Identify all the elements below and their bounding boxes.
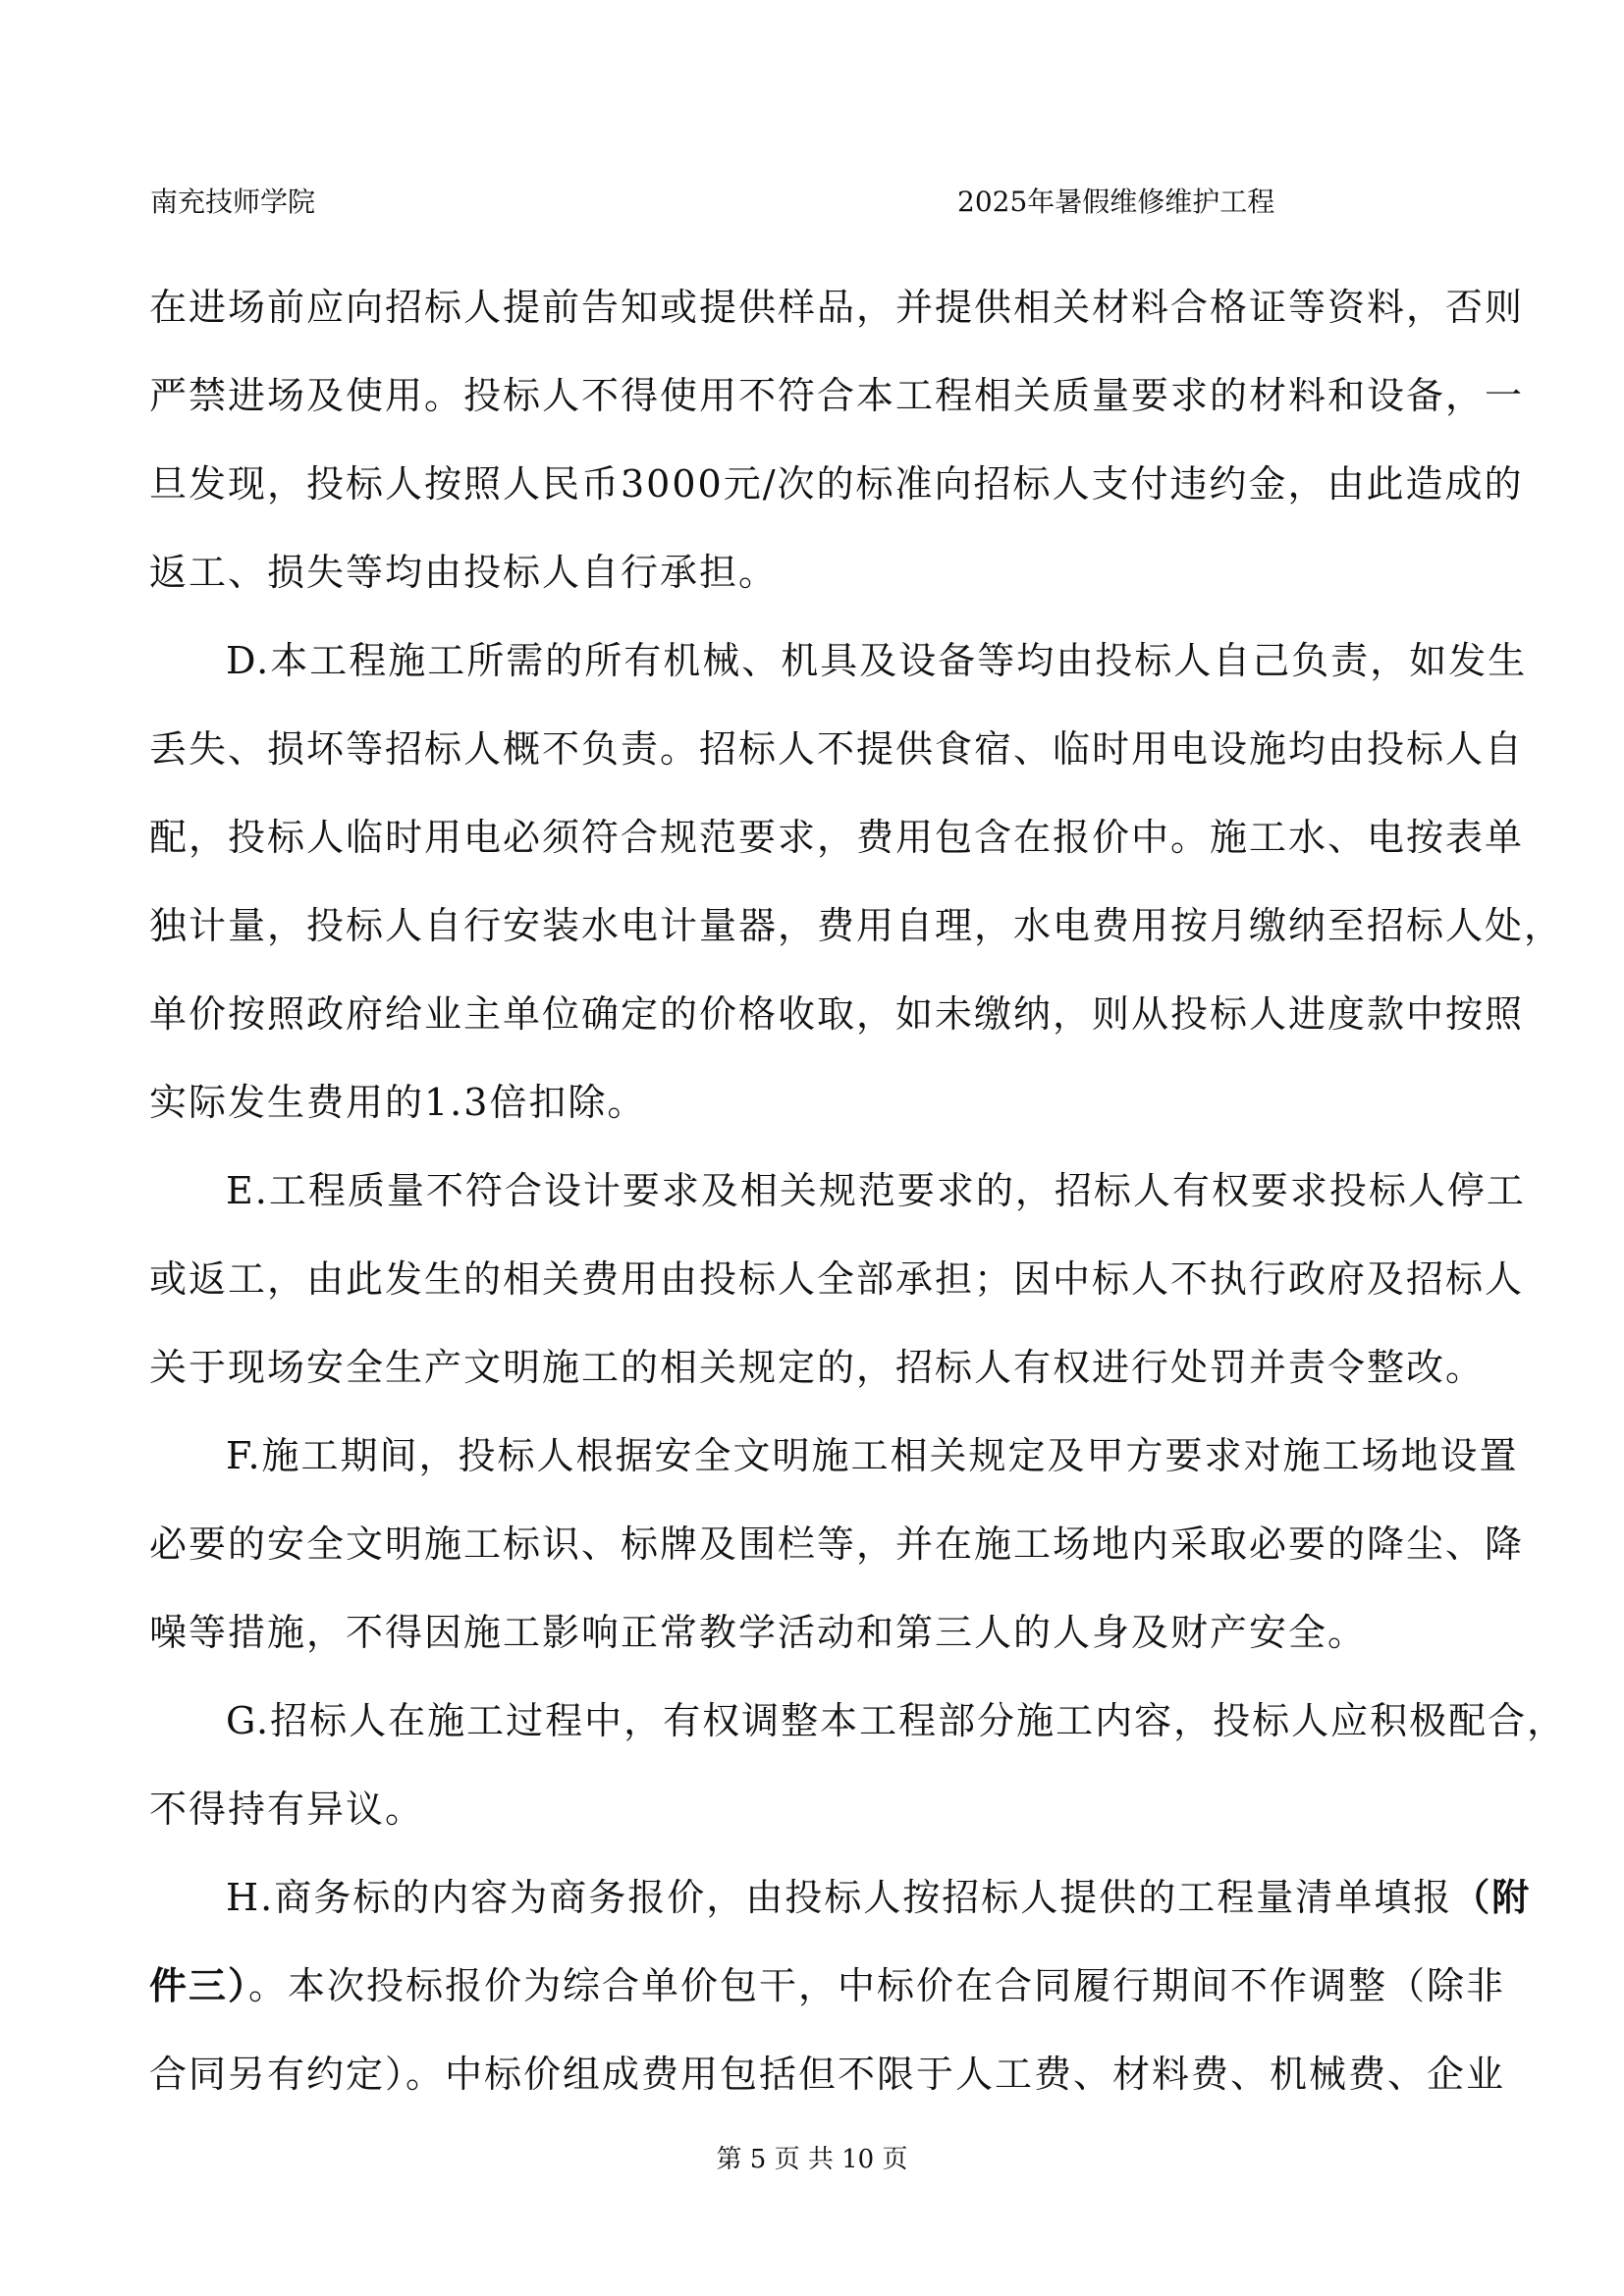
body-line [149,351,1525,440]
body-line [149,1323,1485,1412]
line-text: 关于现场安全生产文明施工的相关规定的，招标人有权进行处罚并责令整改。 [149,1346,1486,1389]
line-text: 合同另有约定）。中标价组成费用包括但不限于人工费、材料费、机械费、企业 [149,2053,1506,2096]
body-line [149,1765,1485,1853]
line-text: 在进场前应向招标人提前告知或提供样品，并提供相关材料合格证等资料，否则 [149,286,1525,329]
paragraph-f-start [149,1412,1519,1500]
line-text: 必要的安全文明施工标识、标牌及围栏等，并在施工场地内采取必要的降尘、降 [149,1522,1525,1566]
line-text: D.本工程施工所需的所有机械、机具及设备等均由投标人自己负责，如发生 [226,639,1528,682]
header-school-name: 南充技师学院 [150,186,316,218]
line-text: F.施工期间，投标人根据安全文明施工相关规定及甲方要求对施工场地设置 [226,1434,1519,1477]
body-line [149,881,1564,970]
line-text: 不得持有异议。 [149,1788,425,1831]
footer-prefix: 第 [716,2145,742,2174]
line-text: G.招标人在施工过程中，有权调整本工程部分施工内容，投标人应积极配合， [226,1699,1567,1742]
line-text: 严禁进场及使用。投标人不得使用不符合本工程相关质量要求的材料和设备，一 [149,374,1525,417]
body-line [149,2030,1506,2118]
body-line [149,1588,1485,1677]
header-project-title: 2025年暑假维修维护工程 [957,186,1275,218]
line-text: 独计量，投标人自行安装水电计量器，费用自理，水电费用按月缴纳至招标人处， [149,904,1564,947]
paragraph-h-start [149,1853,1532,1942]
body-line [149,1058,1485,1147]
paragraph-g-start [149,1677,1567,1765]
body-line [149,263,1525,351]
page-footer [0,2140,1624,2179]
line-text: H.商务标的内容为商务报价，由投标人按招标人提供的工程量清单填报 [226,1876,1453,1919]
body-line [149,1500,1525,1588]
page-number: 5 [749,2145,767,2174]
body-line [149,970,1525,1058]
line-text: 丢失、损坏等招标人概不负责。招标人不提供食宿、临时用电设施均由投标人自 [149,727,1525,771]
paragraph-e-start [149,1147,1526,1235]
body-line [149,1235,1525,1323]
line-text: 单价按照政府给业主单位确定的价格收取，如未缴纳，则从投标人进度款中按照 [149,992,1525,1036]
body-line [149,1942,1506,2030]
line-text: 返工、损失等均由投标人自行承担。 [149,551,779,594]
line-text: 噪等措施，不得因施工影响正常教学活动和第三人的人身及财产安全。 [149,1611,1368,1654]
body-line [149,440,1524,528]
line-text: 配，投标人临时用电必须符合规范要求，费用包含在报价中。施工水、电按表单 [149,816,1525,859]
footer-suffix: 页 [882,2145,908,2174]
bold-text: 件三） [149,1963,249,2007]
line-text: 旦发现，投标人按照人民币3000元/次的标准向招标人支付违约金，由此造成的 [149,462,1524,506]
body-line [149,705,1525,793]
line-text: E.工程质量不符合设计要求及相关规范要求的，招标人有权要求投标人停工 [226,1169,1526,1212]
footer-middle: 页 共 [774,2145,834,2174]
line-text: 或返工，由此发生的相关费用由投标人全部承担；因中标人不执行政府及招标人 [149,1257,1525,1301]
body-line [149,793,1525,881]
line-text: 实际发生费用的1.3倍扣除。 [149,1081,647,1124]
paragraph-d-start [149,616,1528,705]
bold-text: （附 [1452,1875,1532,1919]
total-pages: 10 [841,2145,875,2174]
line-text: 。本次投标报价为综合单价包干，中标价在合同履行期间不作调整（除非 [248,1964,1506,2007]
document-body [149,263,1567,2118]
body-line [149,528,1485,616]
